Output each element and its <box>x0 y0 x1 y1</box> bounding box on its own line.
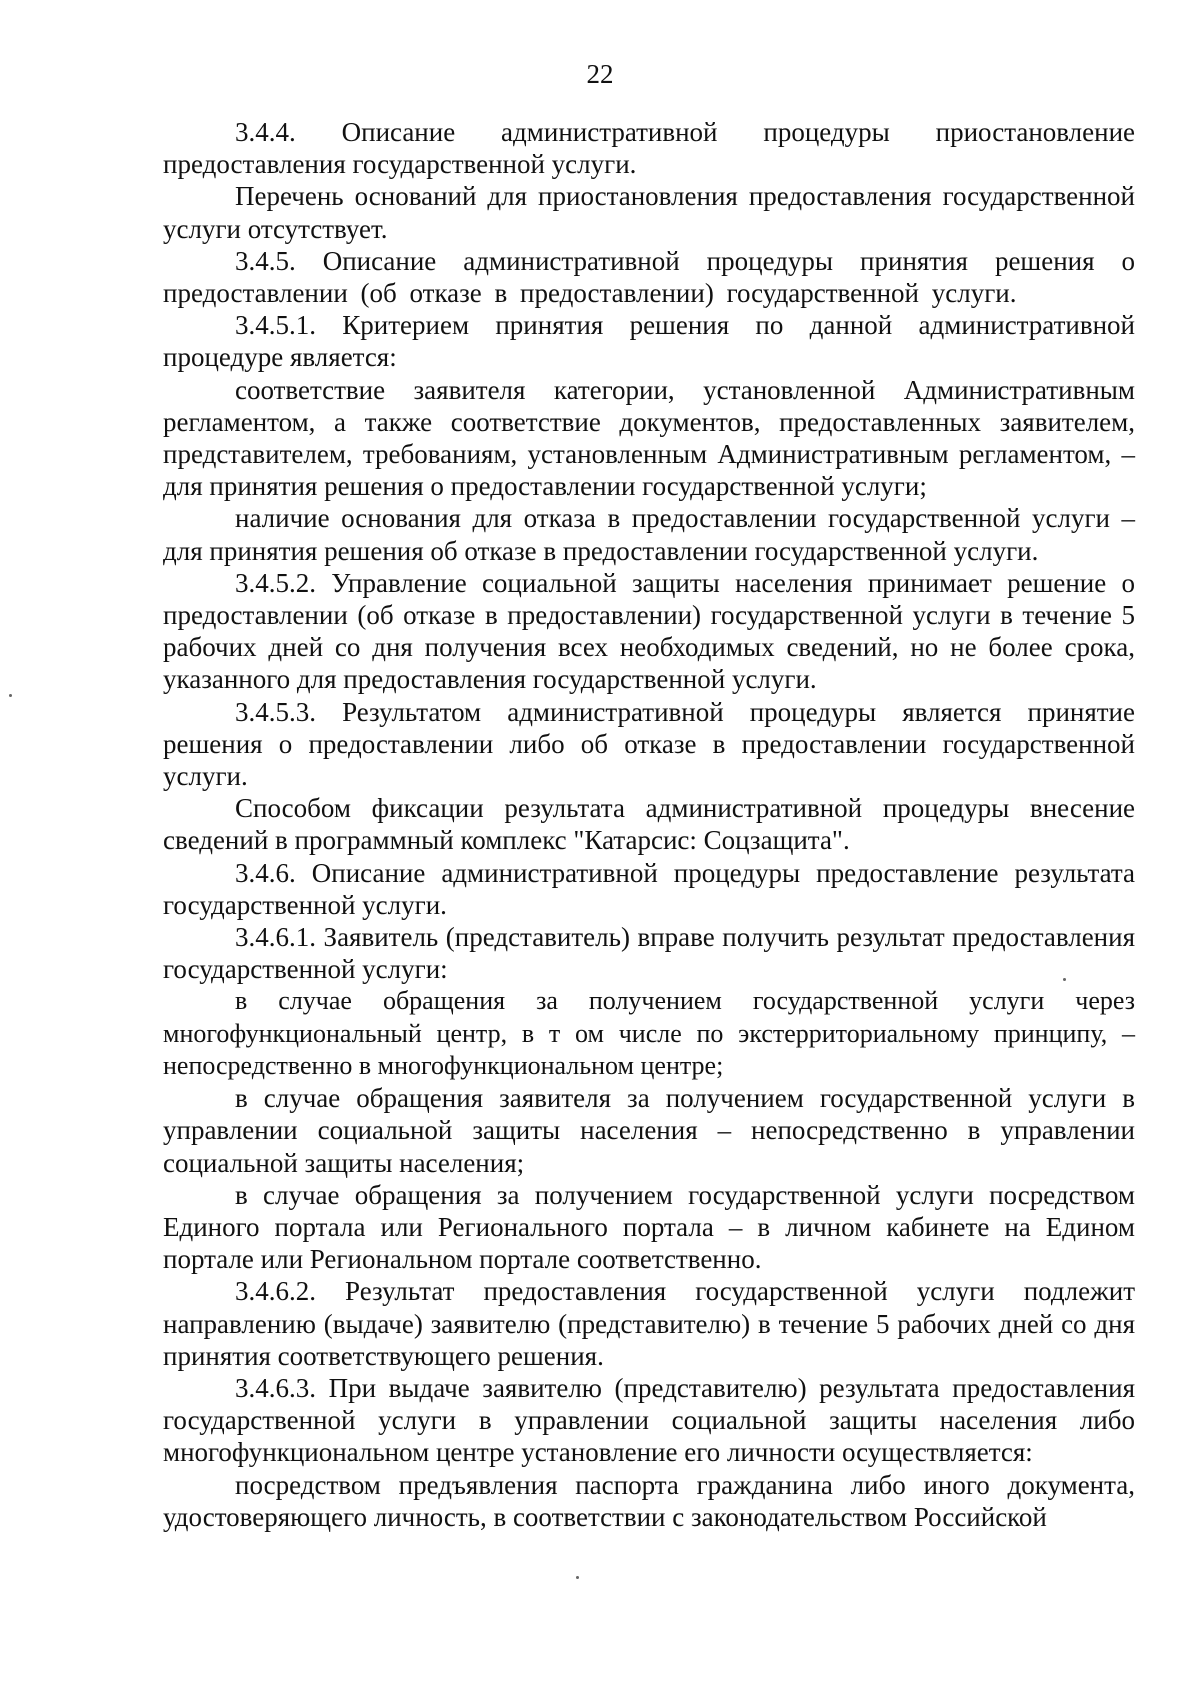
paragraph-portal-case: в случае обращения за получением государственной услуги посредством Единого портала или Регионального портала – в личном кабинете на Едином портале или Региональном портале соответственно. <box>163 1179 1135 1275</box>
paragraph-suspension-grounds: Перечень оснований для приостановления предоставления государственной услуги отсутствует. <box>163 181 1135 244</box>
page-number: 22 <box>586 59 614 89</box>
scan-speck <box>1063 978 1066 981</box>
paragraph-mfc-case: в случае обращения за получением государственной услуги через многофункциональный центр, в т ом числе по экстерриториальному принципу, – непосредственно в многофункциональном центре; <box>163 986 1135 1080</box>
paragraph-uszn-case: в случае обращения заявителя за получением государственной услуги в управлении социальной защиты населения – непосредственно в управлении социальной защиты населения; <box>163 1083 1135 1178</box>
paragraph-criterion-refusal: наличие основания для отказа в предоставлении государственной услуги – для принятия решения об отказе в предоставлении государственной услуги. <box>163 503 1135 566</box>
paragraph-3-4-6-3: 3.4.6.3. При выдаче заявителю (представителю) результата предоставления государственной услуги в управлении социальной защиты населения либо многофункциональном центре установление его личности осуществляется: <box>163 1372 1135 1468</box>
paragraph-3-4-5-1: 3.4.5.1. Критерием принятия решения по данной административной процедуре является: <box>163 310 1135 373</box>
paragraph-identity-document: посредством предъявления паспорта гражданина либо иного документа, удостоверяющего личность, в соответствии с законодательством Российской <box>163 1469 1135 1532</box>
paragraph-fixation-method: Способом фиксации результата административной процедуры внесение сведений в программный комплекс "Катарсис: Соцзащита". <box>163 793 1135 856</box>
paragraph-3-4-6-1: 3.4.6.1. Заявитель (представитель) вправе получить результат предоставления государственной услуги: <box>163 922 1135 985</box>
paragraph-3-4-5: 3.4.5. Описание административной процедуры принятия решения о предоставлении (об отказе в предоставлении) государственной услуги. <box>163 245 1135 309</box>
paragraph-3-4-5-2: 3.4.5.2. Управление социальной защиты населения принимает решение о предоставлении (об отказе в предоставлении) государственной услуги в течение 5 рабочих дней со дня получения всех необходимых сведений, но не более срока, указанного для предоставления государственной услуги. <box>163 567 1135 695</box>
paragraph-3-4-5-3: 3.4.5.3. Результатом административной процедуры является принятие решения о предоставлении либо об отказе в предоставлении государственной услуги. <box>163 696 1135 792</box>
scan-speck <box>576 1576 579 1579</box>
paragraph-3-4-6: 3.4.6. Описание административной процедуры предоставление результата государственной услуги. <box>163 857 1135 920</box>
paragraph-3-4-6-2: 3.4.6.2. Результат предоставления государственной услуги подлежит направлению (выдаче) заявителю (представителю) в течение 5 рабочих дней со дня принятия соответствующего решения. <box>163 1276 1135 1371</box>
paragraph-criterion-compliance: соответствие заявителя категории, установленной Административным регламентом, а также соответствие документов, предоставленных заявителем, представителем, требованиям, установленным Административным регламентом, – для принятия решения о предоставлении государственной услуги; <box>163 374 1135 502</box>
scan-speck <box>9 694 12 697</box>
paragraph-3-4-4: 3.4.4. Описание административной процедуры приостановление предоставления государственной услуги. <box>163 117 1135 180</box>
document-body <box>163 116 1135 1533</box>
